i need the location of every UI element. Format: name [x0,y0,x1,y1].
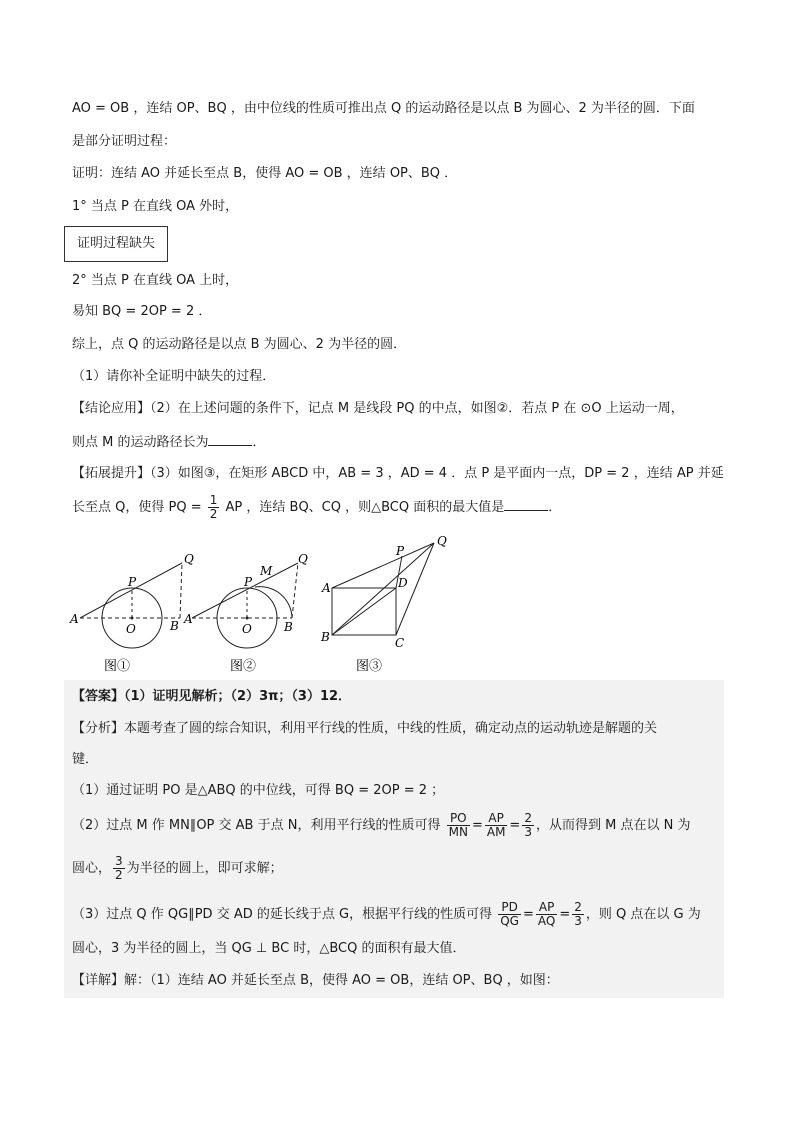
analysis-part-3-line-1: （3）过点 Q 作 QG∥PD 交 AD 的延长线于点 G，根据平行线的性质可得 $\frac{PD}{QG}$ = $\frac{AP}{AQ}$ = $\frac{2}{3}$ ，则 Q 点在以 G 为 [72,900,701,928]
a3-text-b: ，则 Q 点在以 G 为 [585,907,701,922]
q3-text-b: AP ，连结 BQ、CQ ，则△BCQ 面积的最大值是 [225,500,505,515]
q3-text-a: 长至点 Q，使得 PQ = [72,500,202,515]
analysis-line-1: 【分析】本题考查了圆的综合知识，利用平行线的性质，中线的性质，确定动点的运动轨迹是解题的关 [72,721,658,736]
frac-ap-aq: $\frac{AP}{AQ}$ [537,900,556,928]
detail-line: 【详解】解：（1）连结 AO 并延长至点 B，使得 AO = OB，连结 OP、BQ ，如图： [72,973,559,988]
question-1: （1）请你补全证明中缺失的过程． [72,369,276,384]
case-1: 1° 当点 P 在直线 OA 外时， [72,199,239,214]
proof-intro: 证明：连结 AO 并延长至点 B，使得 AO = OB ，连结 OP、BQ ． [72,166,458,181]
f2-label-m: M [260,564,273,578]
question-2-line-1: 【结论应用】（2）在上述问题的条件下，记点 M 是线段 PQ 的中点，如图②．若点 P 在 ⊙O 上运动一周， [72,401,684,416]
answer-blank-2 [504,498,548,511]
q2-text: 则点 M 的运动路径长为 [72,435,209,450]
f1-label-q: Q [184,552,194,566]
analysis-part-2-line-1: （2）过点 M 作 MN∥OP 交 AB 于点 N，利用平行线的性质可得 $\frac{PO}{MN}$ = $\frac{AP}{AM}$ = $\frac{2}{3}$ ，从而得到 M 点在以 N 为 [72,811,691,839]
frac-3-2: $\frac{3}{2}$ [115,854,123,882]
figure-3 [320,535,447,674]
figure-2 [183,552,308,674]
case-2-equation: 易知 BQ = 2OP = 2 ． [72,304,212,319]
question-3-line-1: 【拓展提升】（3）如图③，在矩形 ABCD 中，AB = 3 ，AD = 4 ．点 P 是平面内一点，DP = 2 ，连结 AP 并延 [72,466,724,481]
frac-pd-qg: $\frac{PD}{QG}$ [500,900,519,928]
figures-svg [62,535,462,675]
answer-line: 【答案】（1）证明见解析；（2）3π；（3）12． [72,689,352,704]
frac-2-3-b: $\frac{2}{3}$ [574,900,582,928]
answer-blank-1 [208,433,252,446]
question-3-line-2: 长至点 Q，使得 PQ = $\frac{1}{2}$ AP ，连结 BQ、CQ ，则△BCQ 面积的最大值是 ． [72,493,562,521]
analysis-line-2: 键． [72,752,99,767]
f2-label-o: O [242,622,252,636]
f1-label-p: P [128,575,137,589]
f2-label-b: B [284,620,293,634]
a2-text-c-post: 为半径的圆上，即可求解； [126,861,283,876]
f1-label-b: B [170,619,179,633]
problem-line-1: AO = OB ，连结 OP、BQ ，由中位线的性质可推出点 Q 的运动路径是以点 B 为圆心、2 为半径的圆．下面 [72,101,695,116]
frac-po-mn: $\frac{PO}{MN}$ [448,811,468,839]
f3-label-c: C [395,636,405,650]
caption-fig-3: 图③ [356,659,383,674]
frac-ap-am: $\frac{AP}{AM}$ [486,811,506,839]
f1-label-o: O [126,622,136,636]
frac-2-3: $\frac{2}{3}$ [524,811,532,839]
analysis-part-1: （1）通过证明 PO 是△ABQ 的中位线，可得 BQ = 2OP = 2 ； [72,783,445,798]
f3-label-a: A [322,581,331,595]
a2-text-a: （2）过点 M 作 MN∥OP 交 AB 于点 N，利用平行线的性质可得 [72,818,441,833]
f3-label-q: Q [437,535,447,548]
f3-label-b: B [321,630,330,644]
a2-text-c-pre: 圆心， [72,861,112,876]
case-2: 2° 当点 P 在直线 OA 上时， [72,273,239,288]
missing-proof-box: 证明过程缺失 [64,226,168,262]
analysis-part-3-line-2: 圆心，3 为半径的圆上，当 QG ⊥ BC 时，△BCQ 的面积有最大值． [72,941,466,956]
f2-label-q: Q [298,552,308,566]
analysis-part-2-line-2 [72,855,283,882]
f2-label-a: A [184,612,193,626]
f3-label-p: P [396,544,405,558]
summary: 综上，点 Q 的运动路径是以点 B 为圆心、2 为半径的圆． [72,337,407,352]
question-2-line-2: 则点 M 的运动路径长为 ． [72,435,266,450]
caption-fig-2: 图② [230,659,257,674]
problem-line-2: 是部分证明过程： [72,134,177,149]
f3-label-d: D [398,576,408,590]
f1-label-a: A [70,612,79,626]
figure-1 [69,552,194,674]
a3-text-a: （3）过点 Q 作 QG∥PD 交 AD 的延长线于点 G，根据平行线的性质可得 [72,907,493,922]
fraction-half: $\frac{1}{2}$ [209,493,218,521]
caption-fig-1: 图① [104,659,131,674]
f2-label-p: P [244,575,253,589]
figures [62,535,462,675]
a2-text-b: ，从而得到 M 点在以 N 为 [535,818,691,833]
